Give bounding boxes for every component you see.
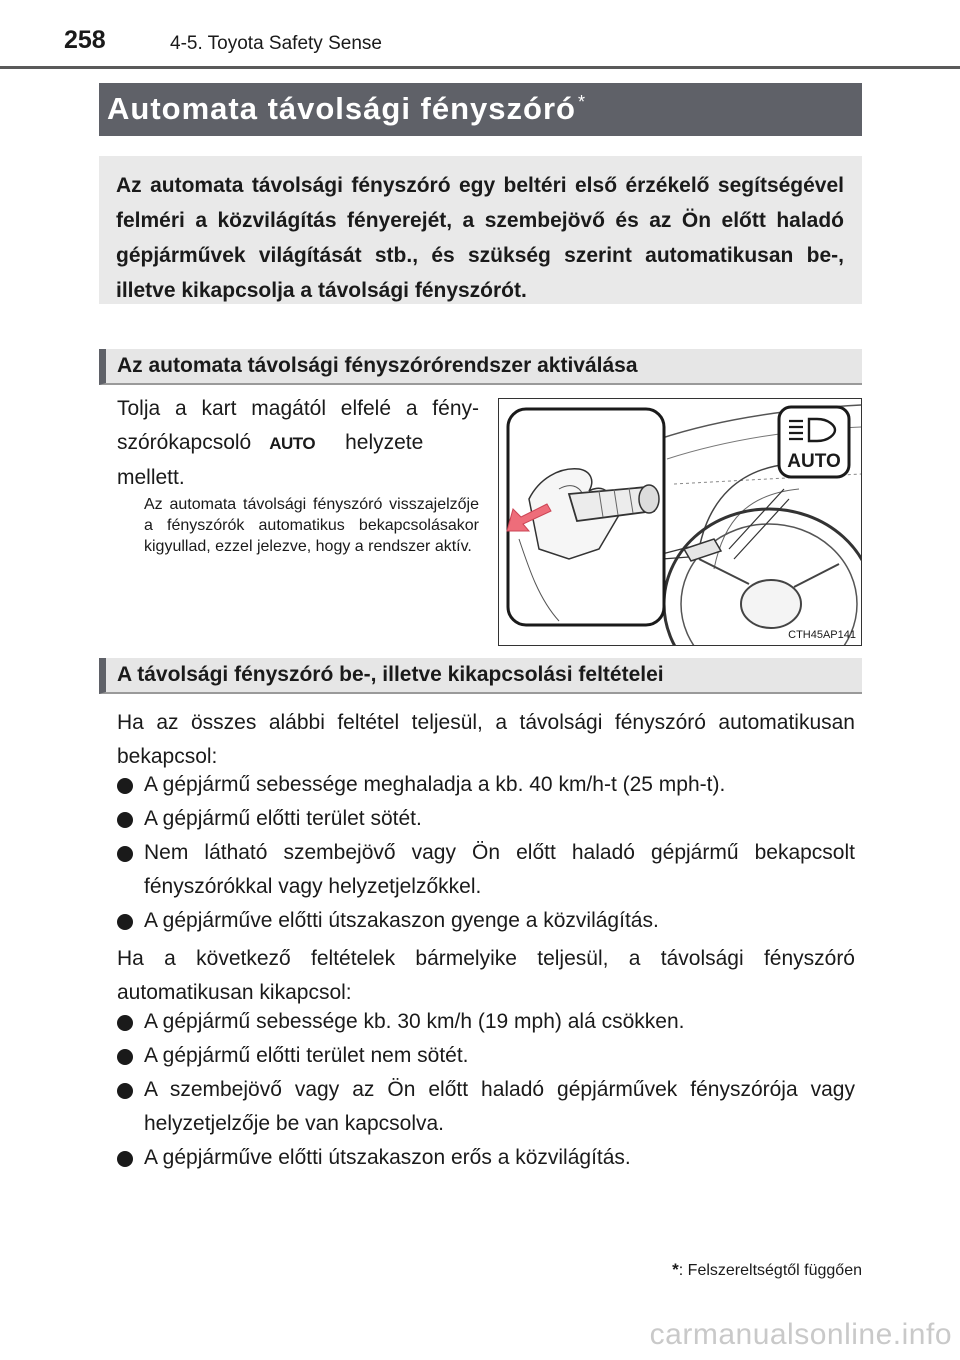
list-item: A gépjármű előtti terület sötét.	[117, 802, 855, 836]
bullet-dot-icon	[117, 1049, 133, 1065]
list-item: A gépjárműve előtti útszakaszon gyenge a közvilágítás.	[117, 904, 855, 938]
bullet-dot-icon	[117, 914, 133, 930]
footnote	[672, 1260, 862, 1280]
on-conditions-list	[117, 768, 855, 938]
watermark: carmanualsonline.info	[649, 1318, 952, 1351]
subheading-activation	[99, 349, 862, 385]
bullet-dot-icon	[117, 812, 133, 828]
footnote-text: : Felszereltségtől függően	[678, 1262, 862, 1279]
page-number: 258	[64, 26, 106, 54]
title-bar	[99, 83, 862, 136]
intro-box	[99, 156, 862, 304]
subheading-conditions	[99, 658, 862, 694]
bullet-dot-icon	[117, 1083, 133, 1099]
subheading-activation-text: Az automata távolsági fényszórórendszer aktiválása	[117, 354, 638, 377]
on-conditions-intro: Ha az összes alábbi feltétel teljesül, a távolsági fényszóró automatikusan bekapcsol:	[117, 711, 855, 768]
bullet-dot-icon	[117, 1015, 133, 1031]
lever-illustration	[499, 399, 861, 645]
title-asterisk: *	[577, 91, 586, 112]
subheading-conditions-text: A távolsági fényszóró be-, illetve kikapcsolási feltételei	[117, 663, 664, 686]
off-conditions-list	[117, 1005, 855, 1175]
activation-instruction: Tolja a kart magától elfelé a fényszórókapcsoló AUTO helyzete mellett.	[117, 397, 479, 489]
page-header	[64, 24, 864, 68]
list-item: A gépjárműve előtti útszakaszon erős a közvilágítás.	[117, 1141, 855, 1175]
intro-text: Az automata távolsági fényszóró egy beltéri első érzékelő segítségével felméri a közvilágítás fényerejét, a szembejövő és az Ön előtt haladó gépjárművek világítását stb., és szükség szerint automatikusan be-, illetve kikapcsolja a távolsági fényszórót.	[116, 174, 844, 302]
footnote-star: *	[672, 1260, 679, 1279]
list-item: A szembejövő vagy az Ön előtt haladó gépjárművek fényszórója vagy helyzetjelzője be van kapcsolva.	[117, 1073, 855, 1141]
auto-symbol: AUTO	[269, 434, 316, 453]
section-label: 4-5. Toyota Safety Sense	[170, 33, 382, 54]
bullet-dot-icon	[117, 1151, 133, 1167]
list-item: A gépjármű előtti terület nem sötét.	[117, 1039, 855, 1073]
bullet-dot-icon	[117, 778, 133, 794]
header-rule	[0, 66, 960, 69]
figure-code: CTH45AP141	[788, 629, 856, 641]
list-item: A gépjármű sebessége kb. 30 km/h (19 mph) alá csökken.	[117, 1005, 855, 1039]
off-conditions-intro: Ha a következő feltételek bármelyike teljesül, a távolsági fényszóró automatikusan kikapcsol:	[117, 947, 855, 1004]
activation-note: Az automata távolsági fényszóró visszajelzője a fényszórók automatikus bekapcsolásakor kigyullad, ezzel jelezve, hogy a rendszer aktív.	[144, 496, 479, 555]
bullet-dot-icon	[117, 846, 133, 862]
page-title: Automata távolsági fényszóró *	[107, 91, 586, 126]
lever-figure	[498, 398, 862, 646]
list-item: Nem látható szembejövő vagy Ön előtt haladó gépjármű bekapcsolt fényszórókkal vagy helyzetjelzőkkel.	[117, 836, 855, 904]
list-item: A gépjármű sebessége meghaladja a kb. 40 km/h-t (25 mph-t).	[117, 768, 855, 802]
figure-auto-label: AUTO	[787, 451, 841, 472]
